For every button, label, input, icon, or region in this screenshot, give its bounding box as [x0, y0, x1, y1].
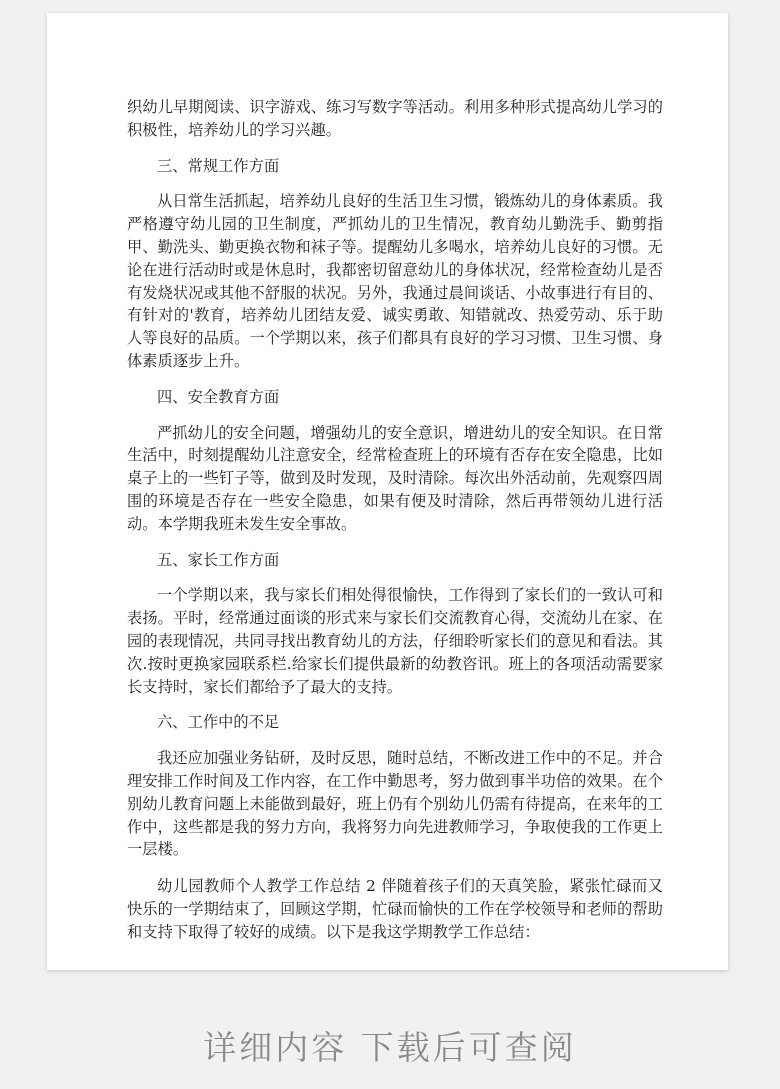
document-body	[127, 96, 663, 944]
section-heading: 三、常规工作方面	[157, 156, 280, 175]
download-hint-label: 详细内容 下载后可查阅	[203, 1028, 577, 1067]
paragraph: 我还应加强业务钻研，及时反思，随时总结，不断改进工作中的不足。并合理安排工作时间及工作内容，在工作中勤思考，努力做到事半功倍的效果。在个别幼儿教育问题上未能做到最好，班上仍有个别幼儿仍需有待提高，在来年的工作中，这些都是我的努力方向，我将努力向先进教师学习，争取使我的工作更上一层楼。	[127, 749, 663, 859]
section-heading: 六、工作中的不足	[157, 713, 280, 732]
paragraph: 织幼儿早期阅读、识字游戏、练习写数字等活动。利用多种形式提高幼儿学习的积极性，培养幼儿的学习兴趣。	[127, 98, 663, 139]
paragraph: 幼儿园教师个人教学工作总结 2 伴随着孩子们的天真笑脸，紧张忙碌而又快乐的一学期结束了，回顾这学期，忙碌而愉快的工作在学校领导和老师的帮助和支持下取得了较好的成绩。以下是我这学期教学工作总结：	[127, 877, 663, 941]
paragraph: 严抓幼儿的安全问题，增强幼儿的安全意识，增进幼儿的安全知识。在日常生活中，时刻提醒幼儿注意安全，经常检查班上的环境有否存在安全隐患，比如桌子上的一些钉子等，做到及时发现，及时清除。每次出外活动前，先观察四周围的环境是否存在一些安全隐患，如果有便及时清除，然后再带领幼儿进行活动。本学期我班未发生安全事故。	[127, 423, 663, 533]
document-page	[47, 13, 728, 970]
section-heading: 四、安全教育方面	[157, 387, 280, 406]
section-heading: 五、家长工作方面	[157, 550, 280, 569]
paragraph: 一个学期以来，我与家长们相处得很愉快，工作得到了家长们的一致认可和表扬。平时，经常通过面谈的形式来与家长们交流教育心得，交流幼儿在家、在园的表现情况，共同寻找出教育幼儿的方法，仔细聆听家长们的意见和看法。其次.按时更换家园联系栏.给家长们提供最新的幼教咨讯。班上的各项活动需要家长支持时，家长们都给予了最大的支持。	[127, 586, 663, 696]
paragraph: 从日常生活抓起，培养幼儿良好的生活卫生习惯，锻炼幼儿的身体素质。我严格遵守幼儿园的卫生制度，严抓幼儿的卫生情况，教育幼儿勤洗手、勤剪指甲、勤洗头、勤更换衣物和袜子等。提醒幼儿多喝水，培养幼儿良好的习惯。无论在进行活动时或是休息时，我都密切留意幼儿的身体状况，经常检查幼儿是否有发烧状况或其他不舒服的状况。另外，我通过晨间谈话、小故事进行有目的、有针对的'教育，培养幼儿团结友爱、诚实勇敢、知错就改、热爱劳动、乐于助人等良好的品质。一个学期以来，孩子们都具有良好的学习习惯、卫生习惯、身体素质逐步上升。	[127, 192, 663, 370]
